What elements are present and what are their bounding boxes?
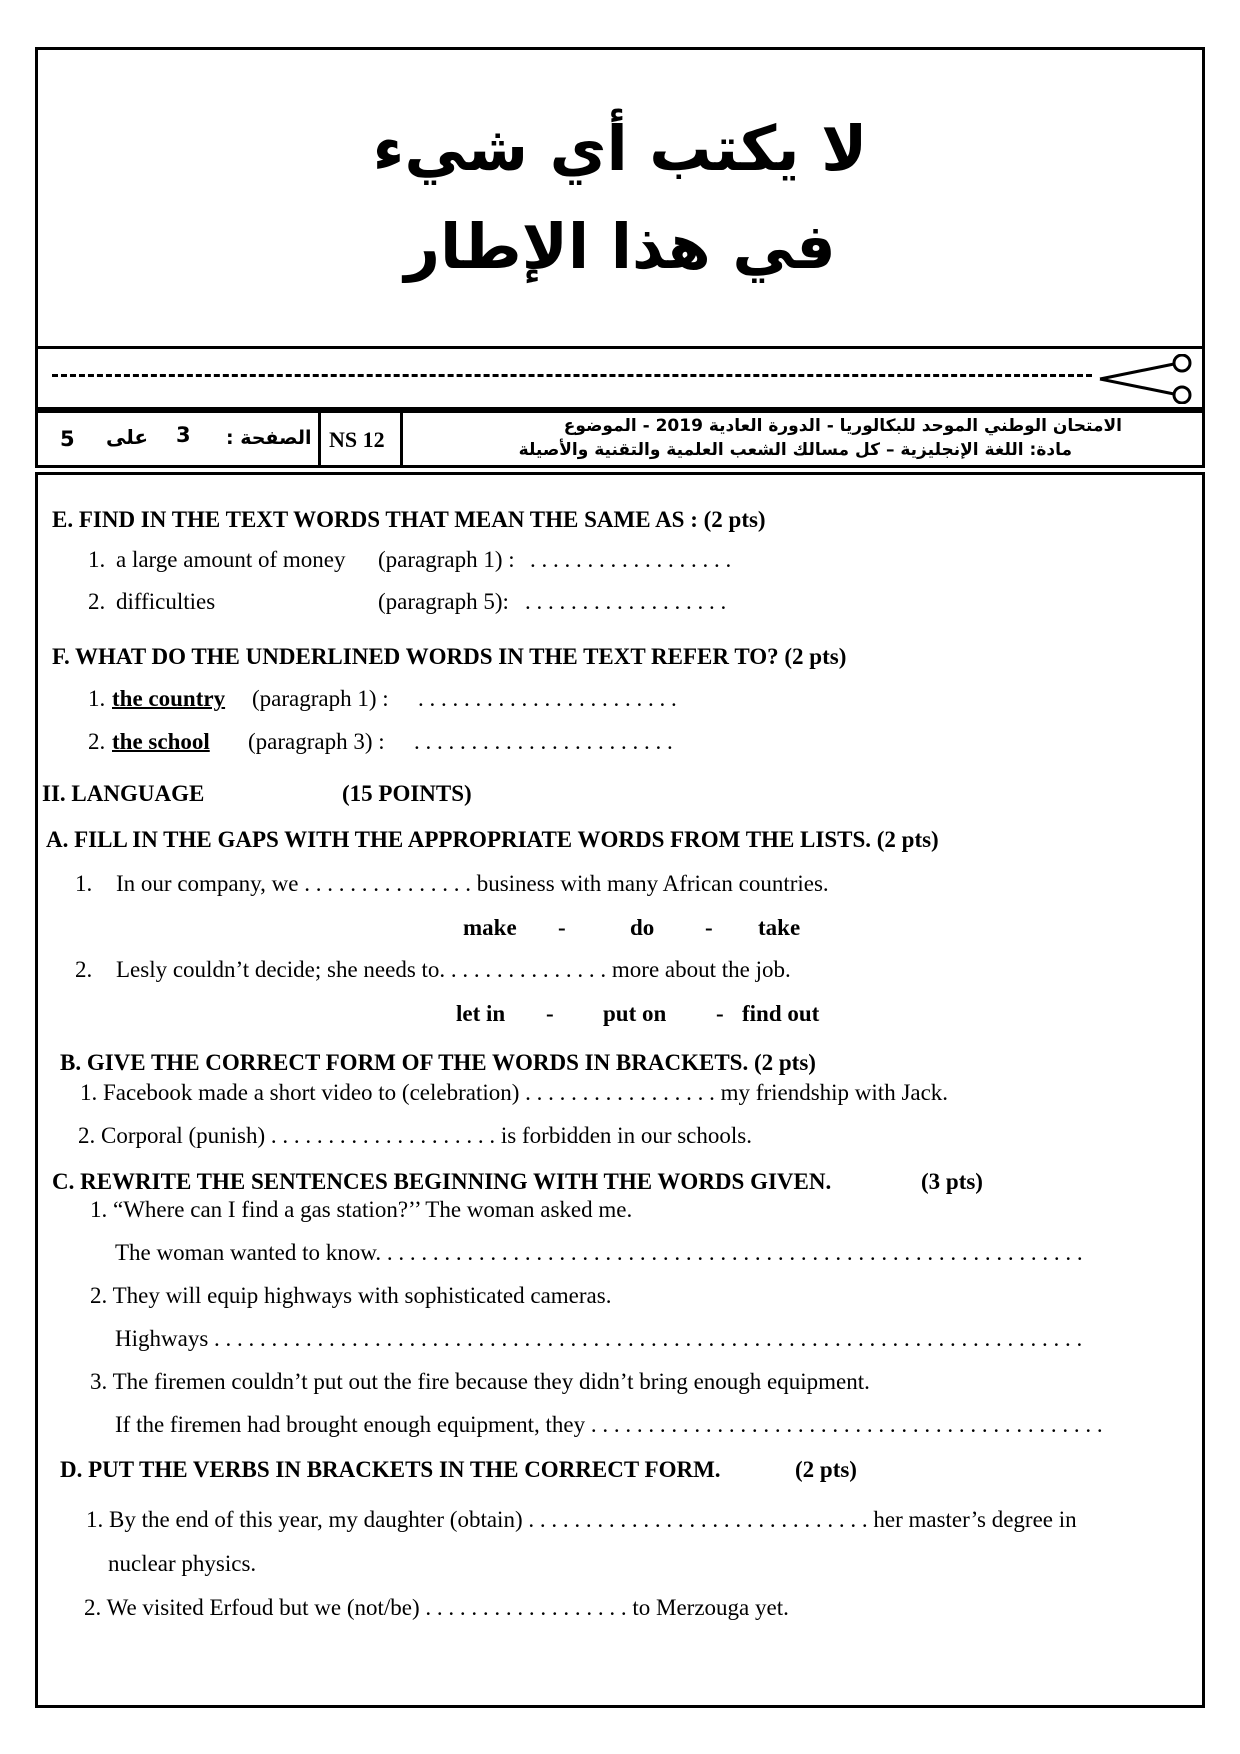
a-list1-word-2: do <box>630 915 655 940</box>
c-a1[interactable]: The woman wanted to know. . . . . . . . . . . . . . . . . . . . . . . . . . . . . . . . . . . . . . . . . . . . . . . . . . . . . . . . . . . . . . <box>115 1240 1083 1265</box>
e-item-1-word: a large amount of money <box>116 547 346 572</box>
exam-title-cell <box>400 413 1202 465</box>
cut-line-box <box>35 349 1205 410</box>
page-current: 3 <box>176 423 191 447</box>
page-label: الصفحة : <box>226 427 312 449</box>
f-item-2-blank[interactable]: . . . . . . . . . . . . . . . . . . . . . . . <box>414 729 673 754</box>
page-total: 5 <box>60 427 75 451</box>
e-item-1-ref: (paragraph 1) : <box>378 547 515 572</box>
section-d-title: D. PUT THE VERBS IN BRACKETS IN THE CORRECT FORM. <box>60 1457 721 1482</box>
f-item-2-num: 2. <box>88 729 106 754</box>
f-item-1-blank[interactable]: . . . . . . . . . . . . . . . . . . . . . . . <box>418 686 677 711</box>
stamp-line-1: لا يكتب أي شيء <box>372 112 868 185</box>
stamp-line-2: في هذا الإطار <box>404 210 836 283</box>
a-list2-word-2: put on <box>603 1001 667 1026</box>
section-d-pts: (2 pts) <box>795 1457 857 1482</box>
code-cell <box>318 413 400 465</box>
f-item-2-word: the school <box>112 729 210 754</box>
a-list1-sep-2: - <box>705 915 713 940</box>
section-f-title: F. WHAT DO THE UNDERLINED WORDS IN THE TEXT REFER TO? (2 pts) <box>52 644 847 669</box>
e-item-1-num: 1. <box>88 547 106 572</box>
no-write-box <box>35 47 1205 349</box>
f-item-1-word: the country <box>112 686 226 711</box>
a-q1-num: 1. <box>75 871 93 896</box>
exam-header <box>35 410 1205 468</box>
a-list1-word-1: make <box>463 915 517 940</box>
a-list2-sep-1: - <box>546 1001 554 1026</box>
d-q2[interactable]: 2. We visited Erfoud but we (not/be) . . . . . . . . . . . . . . . . . . to Merzouga yet. <box>84 1595 789 1620</box>
exam-code: NS 12 <box>329 427 385 452</box>
c-q1: 1. “Where can I find a gas station?’’ The woman asked me. <box>90 1197 633 1222</box>
d-q1[interactable]: 1. By the end of this year, my daughter (obtain) . . . . . . . . . . . . . . . . . . . . . . . . . . . . . . her master’s degree in <box>86 1507 1077 1532</box>
e-item-2-num: 2. <box>88 589 106 614</box>
b-q2[interactable]: 2. Corporal (punish) . . . . . . . . . . . . . . . . . . . . is forbidden in our schools. <box>78 1123 752 1148</box>
f-item-1-ref: (paragraph 1) : <box>252 686 389 711</box>
a-q1-text[interactable]: In our company, we . . . . . . . . . . . . . . . business with many African countries. <box>116 871 829 896</box>
c-a3[interactable]: If the firemen had brought enough equipment, they . . . . . . . . . . . . . . . . . . . . . . . . . . . . . . . . . . . . . . . . . . . . . <box>115 1412 1103 1437</box>
section-e-title: E. FIND IN THE TEXT WORDS THAT MEAN THE SAME AS : (2 pts) <box>52 507 766 532</box>
language-title: II. LANGUAGE <box>42 781 205 806</box>
section-b-title: B. GIVE THE CORRECT FORM OF THE WORDS IN BRACKETS. (2 pts) <box>60 1050 816 1075</box>
f-item-1-num: 1. <box>88 686 106 711</box>
c-a2[interactable]: Highways . . . . . . . . . . . . . . . . . . . . . . . . . . . . . . . . . . . . . . . . . . . . . . . . . . . . . . . . . . . . . . . . . . . . . . . . . . . . <box>115 1326 1083 1351</box>
a-list2-word-3: find out <box>742 1001 820 1026</box>
c-q2: 2. They will equip highways with sophisticated cameras. <box>90 1283 612 1308</box>
a-list1-word-3: take <box>758 915 801 940</box>
page-of-label: على <box>106 425 149 449</box>
c-q3: 3. The firemen couldn’t put out the fire because they didn’t bring enough equipment. <box>90 1369 870 1394</box>
section-c-pts: (3 pts) <box>921 1169 983 1194</box>
exam-title-line1: الامتحان الوطني الموحد للبكالوريا - الدورة العادية 2019 - الموضوع <box>563 416 1122 436</box>
a-list1-sep-1: - <box>558 915 566 940</box>
d-q1-cont: nuclear physics. <box>108 1551 257 1576</box>
e-item-2-ref: (paragraph 5): <box>378 589 509 614</box>
e-item-2-word: difficulties <box>116 589 216 614</box>
e-item-2-blank[interactable]: . . . . . . . . . . . . . . . . . . <box>525 589 727 614</box>
language-points: (15 POINTS) <box>342 781 472 806</box>
cut-line <box>52 374 1092 377</box>
a-q2-num: 2. <box>75 957 93 982</box>
section-c-title: C. REWRITE THE SENTENCES BEGINNING WITH THE WORDS GIVEN. <box>52 1169 832 1194</box>
f-item-2-ref: (paragraph 3) : <box>248 729 385 754</box>
a-list2-word-1: let in <box>456 1001 506 1026</box>
a-q2-text[interactable]: Lesly couldn’t decide; she needs to. . . . . . . . . . . . . . . more about the job. <box>116 957 791 982</box>
a-list2-sep-2: - <box>716 1001 724 1026</box>
section-a-title: A. FILL IN THE GAPS WITH THE APPROPRIATE WORDS FROM THE LISTS. (2 pts) <box>46 827 939 852</box>
scissors-icon <box>1096 354 1196 404</box>
exam-title-line2: مادة: اللغة الإنجليزية – كل مسالك الشعب العلمية والتقنية والأصيلة <box>518 440 1072 460</box>
b-q1[interactable]: 1. Facebook made a short video to (celebration) . . . . . . . . . . . . . . . . . my friendship with Jack. <box>80 1080 949 1105</box>
e-item-1-blank[interactable]: . . . . . . . . . . . . . . . . . . <box>530 547 732 572</box>
